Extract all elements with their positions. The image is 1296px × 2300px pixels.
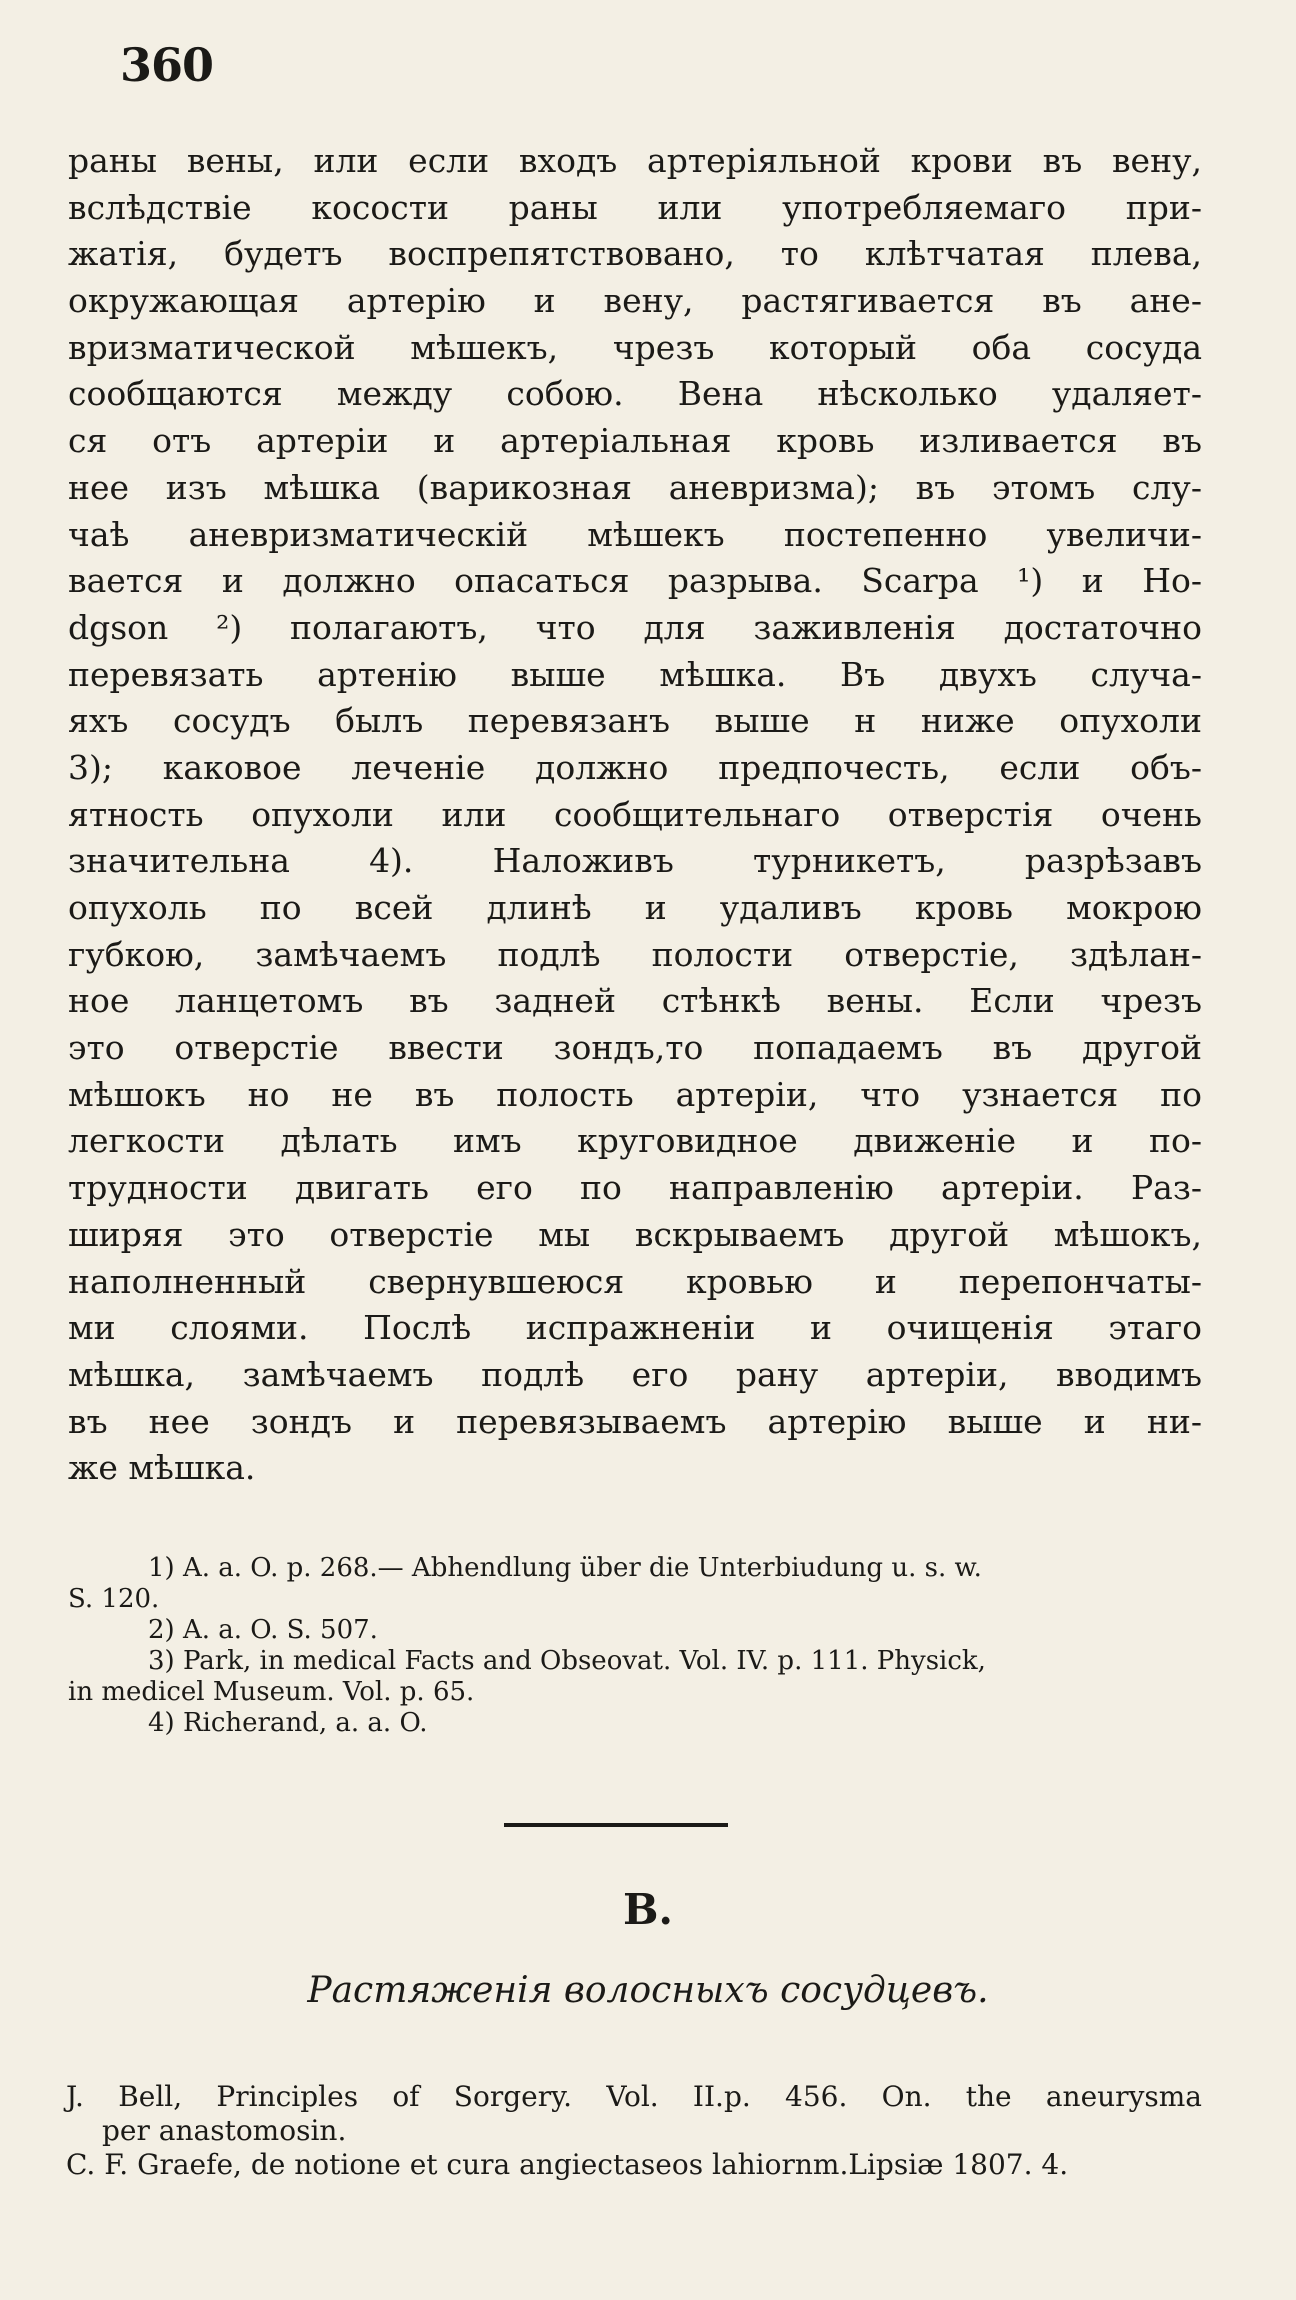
- body-line: мѣшокъ но не въ полость артеріи, что узнается по: [68, 1074, 1202, 1114]
- body-line: трудности двигать его по направленію артеріи. Раз-: [68, 1168, 1202, 1208]
- footnote-line: 2) A. a. O. S. 507.: [148, 1615, 378, 1645]
- body-line: это отверстіе ввести зондъ,то попадаемъ въ другой: [68, 1028, 1202, 1068]
- page-number: 360: [120, 38, 214, 92]
- body-line: 3); каковое леченіе должно предпочесть, если объ-: [68, 747, 1202, 787]
- body-line: нее изъ мѣшка (варикозная аневризма); въ этомъ слу-: [68, 467, 1202, 507]
- body-line: вается и должно опасаться разрыва. Scarpa ¹) и Ho-: [68, 561, 1202, 601]
- body-line: ширяя это отверстіе мы вскрываемъ другой мѣшокъ,: [68, 1214, 1202, 1254]
- body-line: мѣшка, замѣчаемъ подлѣ его рану артеріи, вводимъ: [68, 1354, 1202, 1394]
- body-line: вризматической мѣшекъ, чрезъ который оба сосуда: [68, 327, 1202, 367]
- body-line: легкости дѣлать имъ круговидное движеніе и по-: [68, 1121, 1202, 1161]
- footnote-line: S. 120.: [68, 1584, 160, 1614]
- body-line: ми слоями. Послѣ испражненіи и очищенія этаго: [68, 1308, 1202, 1348]
- body-line: ятность опухоли или сообщительнаго отверстія очень: [68, 794, 1202, 834]
- section-divider: [504, 1823, 728, 1827]
- body-line: въ нее зондъ и перевязываемъ артерію выше и ни-: [68, 1401, 1202, 1441]
- body-line: окружающая артерію и вену, растягивается въ ане-: [68, 281, 1202, 321]
- body-line: ное ланцетомъ въ задней стѣнкѣ вены. Если чрезъ: [68, 981, 1202, 1021]
- footnote-line: in medicel Museum. Vol. p. 65.: [68, 1677, 475, 1707]
- body-line: яхъ сосудъ былъ перевязанъ выше н ниже опухоли: [68, 701, 1202, 741]
- body-line: жатія, будетъ воспрепятствовано, то клѣтчатая плева,: [68, 234, 1202, 274]
- body-line: значительна 4). Наложивъ турникетъ, разрѣзавъ: [68, 841, 1202, 881]
- section-title: Растяженія волосныхъ сосудцевъ.: [307, 1970, 989, 2011]
- body-line: ся отъ артеріи и артеріальная кровь изливается въ: [68, 421, 1202, 461]
- footnote-line: 3) Park, in medical Facts and Obseovat. Vol. IV. p. 111. Physick,: [148, 1646, 986, 1676]
- body-line: вслѣдствіе косости раны или употребляемаго при-: [68, 187, 1202, 227]
- footnote-line: 4) Richerand, a. a. O.: [148, 1708, 428, 1738]
- body-line: наполненный свернувшеюся кровью и перепончаты-: [68, 1261, 1202, 1301]
- body-text: [68, 138, 1202, 1492]
- body-line: опухоль по всей длинѣ и удаливъ кровь мокрою: [68, 888, 1202, 927]
- body-line: губкою, замѣчаемъ подлѣ полости отверстіе, здѣлан-: [68, 934, 1202, 974]
- reference-line: per anastomosin.: [102, 2114, 347, 2147]
- body-line: же мѣшка.: [68, 1448, 256, 1488]
- body-line: сообщаются между собою. Вена нѣсколько удаляет-: [68, 374, 1202, 414]
- footnote-line: 1) A. a. O. p. 268.— Abhendlung über die Unterbiudung u. s. w.: [148, 1553, 982, 1583]
- references: [66, 2080, 1202, 2182]
- reference-line: C. F. Graefe, de notione et cura angiectaseos lahiornm.Lipsiæ 1807. 4.: [66, 2148, 1069, 2181]
- body-line: dgson ²) полагаютъ, что для заживленія достаточно: [68, 607, 1202, 647]
- footnotes: [68, 1553, 1202, 1739]
- reference-line: J. Bell, Principles of Sorgery. Vol. II.p. 456. On. the aneurysma: [66, 2080, 1202, 2113]
- body-line: перевязать артенію выше мѣшка. Въ двухъ случа-: [68, 654, 1202, 694]
- body-line: чаѣ аневризматическій мѣшекъ постепенно увеличи-: [68, 514, 1202, 554]
- body-line: раны вены, или если входъ артеріяльной крови въ вену,: [68, 141, 1202, 180]
- section-letter: B.: [622, 1885, 674, 1934]
